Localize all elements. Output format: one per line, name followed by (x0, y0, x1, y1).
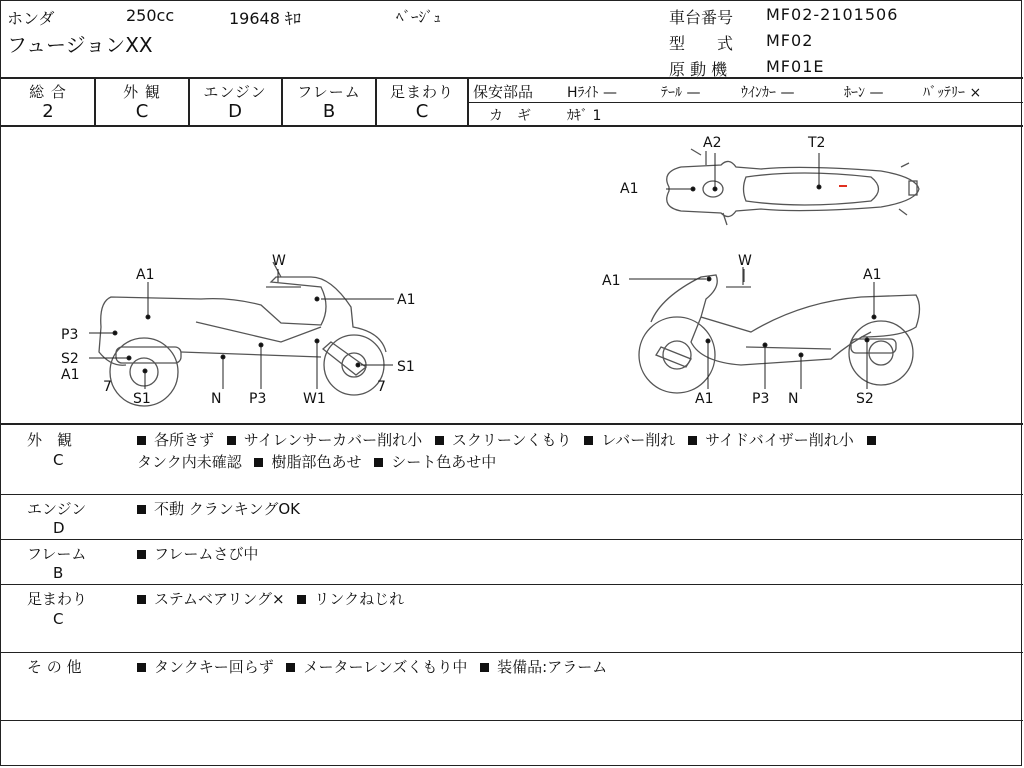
label-right-a1-left: A1 (602, 273, 621, 289)
safety-item-horn: ﾎｰﾝ — (844, 85, 884, 101)
note-exterior-line-2: タンク内未確認 樹脂部色あせ シート色あせ中 (137, 453, 497, 471)
leader-lines (89, 153, 876, 389)
label-left-s1: S1 (133, 391, 151, 407)
mileage-value: 19648 (229, 9, 280, 28)
grade-overall: 総 合 2 (29, 83, 67, 122)
type-value: MF02 (766, 31, 814, 50)
label-right-w: W (738, 253, 752, 269)
note-title-other: そ の 他 (27, 658, 82, 676)
note-title-suspension: 足まわり (27, 590, 88, 608)
frame-no-label: 車台番号 (669, 8, 734, 27)
note-exterior-line-1: 各所きず サイレンサーカバー削れ小 スクリーンくもり レバー削れ サイドバイザー削れ小 (137, 429, 884, 450)
grade-engine: エンジン D (203, 83, 267, 122)
damage-diagram (1, 127, 1023, 423)
note-suspension-line-1: ステムベアリング× リンクねじれ (137, 588, 412, 609)
engine-value: MF01E (766, 57, 825, 76)
label-left-n: N (211, 391, 222, 407)
safety-label: 保安部品 (473, 83, 534, 101)
label-left-7-right: 7 (377, 379, 386, 395)
grade-suspension: 足まわり C (389, 83, 454, 122)
label-top-t2: T2 (808, 135, 826, 151)
scooter-top-view (667, 149, 919, 225)
maker: ホンダ (7, 9, 55, 28)
safety-item-headlight: Hﾗｲﾄ — (567, 85, 617, 101)
note-title-frame: フレーム (27, 545, 87, 563)
color: ﾍﾞｰｼﾞｭ (396, 8, 442, 26)
note-grade-exterior: C (53, 451, 64, 469)
displacement: 250cc (126, 6, 175, 25)
label-left-a1-lower: A1 (61, 367, 80, 383)
scooter-left-view (99, 262, 386, 406)
label-right-n: N (788, 391, 799, 407)
label-right-s2: S2 (856, 391, 874, 407)
label-left-a1-right: A1 (397, 292, 416, 308)
label-right-a1-upper: A1 (863, 267, 882, 283)
safety-item-tail: ﾃｰﾙ — (661, 85, 701, 101)
label-left-w1: W1 (303, 391, 326, 407)
label-right-p3: P3 (752, 391, 770, 407)
label-left-7: 7 (103, 379, 112, 395)
frame-no: MF02-2101506 (766, 5, 899, 24)
mileage-unit: ｷﾛ (285, 9, 302, 28)
note-engine-line-1: 不動 クランキングOK (137, 498, 308, 519)
label-left-s1-right: S1 (397, 359, 415, 375)
label-left-p3-bottom: P3 (249, 391, 267, 407)
safety-item-battery: ﾊﾞｯﾃﾘｰ × (923, 85, 982, 101)
label-left-a1-upper: A1 (136, 267, 155, 283)
label-top-a1: A1 (620, 181, 639, 197)
grade-frame: フレーム B (297, 83, 361, 122)
label-top-a2: A2 (703, 135, 722, 151)
key-label: カ ギ (489, 108, 531, 124)
note-other-line-1: タンクキー回らず メーターレンズくもり中 装備品:アラーム (137, 656, 615, 677)
grade-exterior: 外 観 C (123, 83, 161, 122)
label-left-s2: S2 (61, 351, 79, 367)
label-left-w: W (272, 253, 286, 269)
mileage (229, 6, 301, 29)
model-name: フュージョンXX (7, 33, 153, 57)
note-title-engine: エンジン (27, 500, 87, 518)
type-label: 型 式 (669, 34, 734, 53)
label-right-a1-bottom: A1 (695, 391, 714, 407)
label-left-p3: P3 (61, 327, 79, 343)
note-grade-engine: D (53, 519, 65, 537)
note-grade-frame: B (53, 564, 64, 582)
scooter-right-view (639, 267, 920, 393)
note-grade-suspension: C (53, 610, 64, 628)
note-frame-line-1: フレームさび中 (137, 543, 266, 564)
key-value: ｶｷﾞ 1 (567, 108, 602, 124)
safety-item-winker: ｳｲﾝｶｰ — (741, 85, 795, 101)
engine-label: 原 動 機 (669, 60, 728, 79)
note-title-exterior: 外 観 (27, 431, 73, 449)
